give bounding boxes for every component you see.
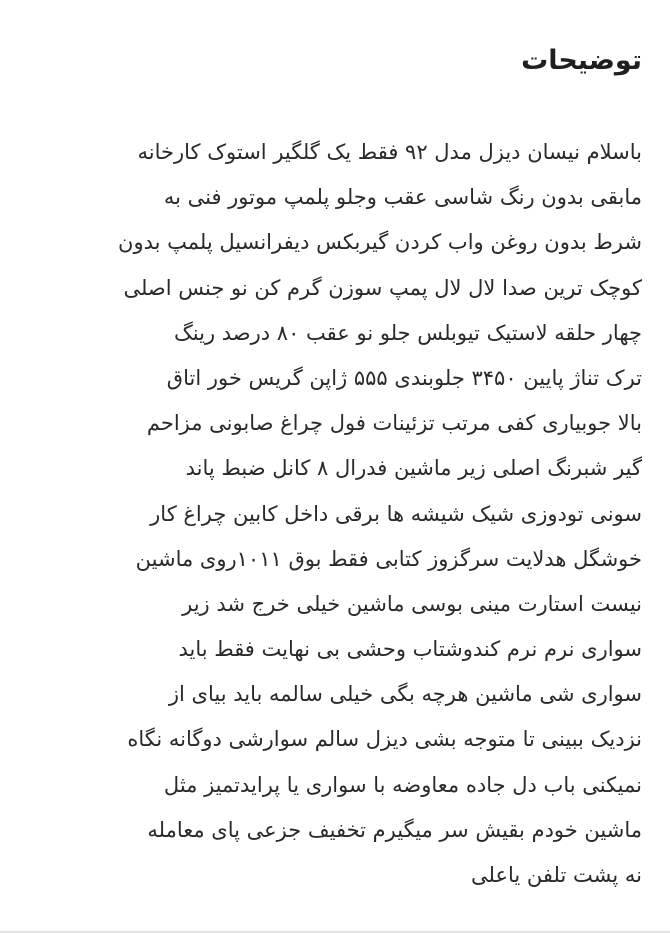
- description-line: خوشگل هدلایت سرگزوز کتابی فقط بوق ۱۰۱۱روی ماشین: [135, 546, 642, 571]
- description-line: ترک تناژ پایین ۳۴۵۰ جلوبندی ۵۵۵ ژاپن گریس خور اتاق: [166, 365, 642, 390]
- description-line: سواری شی ماشین هرچه بگی خیلی سالمه باید بیای از: [168, 682, 642, 707]
- description-line: چهار حلقه لاستیک تیوبلس جلو نو عقب ۸۰ درصد رینگ: [173, 320, 642, 345]
- description-line: نزدیک ببینی تا متوجه بشی دیزل سالم سوارشی دوگانه نگاه: [127, 727, 642, 752]
- description-line: مابقی بدون رنگ شاسی عقب وجلو پلمپ موتور فنی به: [163, 185, 642, 210]
- description-line: نه پشت تلفن یاعلی: [471, 863, 642, 887]
- description-line: شرط بدون روغن واب کردن گیربکس دیفرانسیل پلمپ بدون: [118, 230, 642, 255]
- description-line: نیست استارت مینی بوسی ماشین خیلی خرج شد زیر: [182, 591, 642, 616]
- description-line: کوچک ترین صدا لال لال پمپ سوزن گرم کن نو جنس اصلی: [123, 275, 642, 300]
- description-line: بالا جوبیاری کفی مرتب تزئینات فول چراغ صابونی مزاحم: [146, 411, 642, 436]
- description-line: سواری نرم نرم کندوشتاب وحشی بی نهایت فقط باید: [178, 637, 642, 662]
- description-line: ماشین خودم بقیش سر میگیرم تخفیف جزعی پای معامله: [147, 817, 642, 842]
- description-line: باسلام نیسان دیزل مدل ۹۲ فقط یک گلگیر استوک کارخانه: [137, 140, 642, 164]
- section-title: توضیحات: [521, 45, 642, 76]
- description-line: گیر شبرنگ اصلی زیر ماشین فدرال ۸ کانل ضبط پاند: [185, 456, 642, 481]
- description-line: نمیکنی باب دل جاده معاوضه با سواری یا پرایدتمیز مثل: [163, 772, 642, 797]
- description-line: سونی تودوزی شیک شیشه ها برقی داخل کابین چراغ کار: [150, 501, 642, 526]
- description-text: [22, 130, 642, 898]
